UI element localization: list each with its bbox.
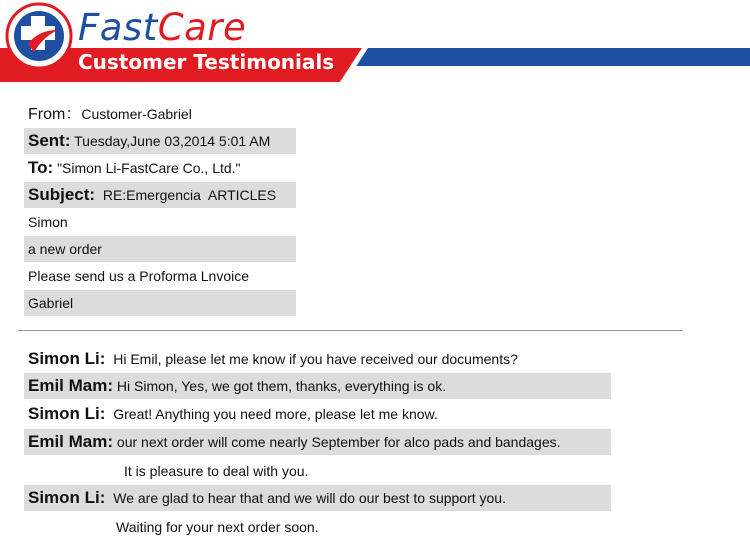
- email-to-row: [24, 155, 241, 181]
- subject-value: RE:Emergencia ARTICLES: [102, 187, 277, 203]
- chat-speaker: Emil Mam:: [28, 376, 114, 395]
- email-sent-row: [24, 128, 296, 154]
- chat-message: [24, 485, 611, 511]
- chat-speaker: Simon Li:: [28, 404, 106, 423]
- chat-text: our next order will come nearly September for alco pads and bandages.: [116, 434, 561, 450]
- email-body-line: Simon: [28, 214, 68, 230]
- to-label: To:: [28, 158, 54, 177]
- chat-speaker: Simon Li:: [28, 488, 106, 507]
- brand-name-part2: Care: [157, 6, 247, 49]
- brand-name-part1: Fast: [78, 6, 158, 49]
- chat-message: [24, 429, 611, 455]
- chat-continuation: Waiting for your next order soon.: [116, 519, 319, 535]
- email-from-row: [24, 101, 192, 127]
- email-body-line: Gabriel: [24, 290, 296, 316]
- banner-blue-stripe: [352, 48, 750, 66]
- from-value: Customer-Gabriel: [81, 106, 192, 122]
- fastcare-logo-icon: [7, 4, 71, 68]
- sent-label: Sent:: [28, 131, 71, 150]
- chat-text: We are glad to hear that and we will do our best to support you.: [113, 490, 506, 506]
- email-subject-row: [24, 182, 296, 208]
- chat-message: [24, 346, 518, 372]
- chat-speaker: Emil Mam:: [28, 432, 114, 451]
- chat-text: Hi Emil, please let me know if you have received our documents?: [113, 351, 518, 367]
- chat-text: Hi Simon, Yes, we got them, thanks, everything is ok.: [116, 378, 447, 394]
- to-value: "Simon Li-FastCare Co., Ltd.": [57, 160, 241, 176]
- brand-name: [78, 6, 246, 49]
- page-title: Customer Testimonials: [78, 50, 335, 74]
- chat-speaker: Simon Li:: [28, 349, 106, 368]
- chat-text: Great! Anything you need more, please let me know.: [113, 406, 438, 422]
- sent-value: Tuesday,June 03,2014 5:01 AM: [74, 133, 271, 149]
- from-label: From：: [28, 106, 82, 123]
- email-body-line: a new order: [24, 236, 296, 262]
- chat-message: [24, 373, 611, 399]
- subject-label: Subject:: [28, 185, 96, 204]
- email-body-line: Please send us a Proforma Lnvoice: [28, 268, 250, 284]
- section-divider: [18, 330, 683, 331]
- chat-continuation: It is pleasure to deal with you.: [124, 463, 309, 479]
- chat-message: [24, 401, 438, 427]
